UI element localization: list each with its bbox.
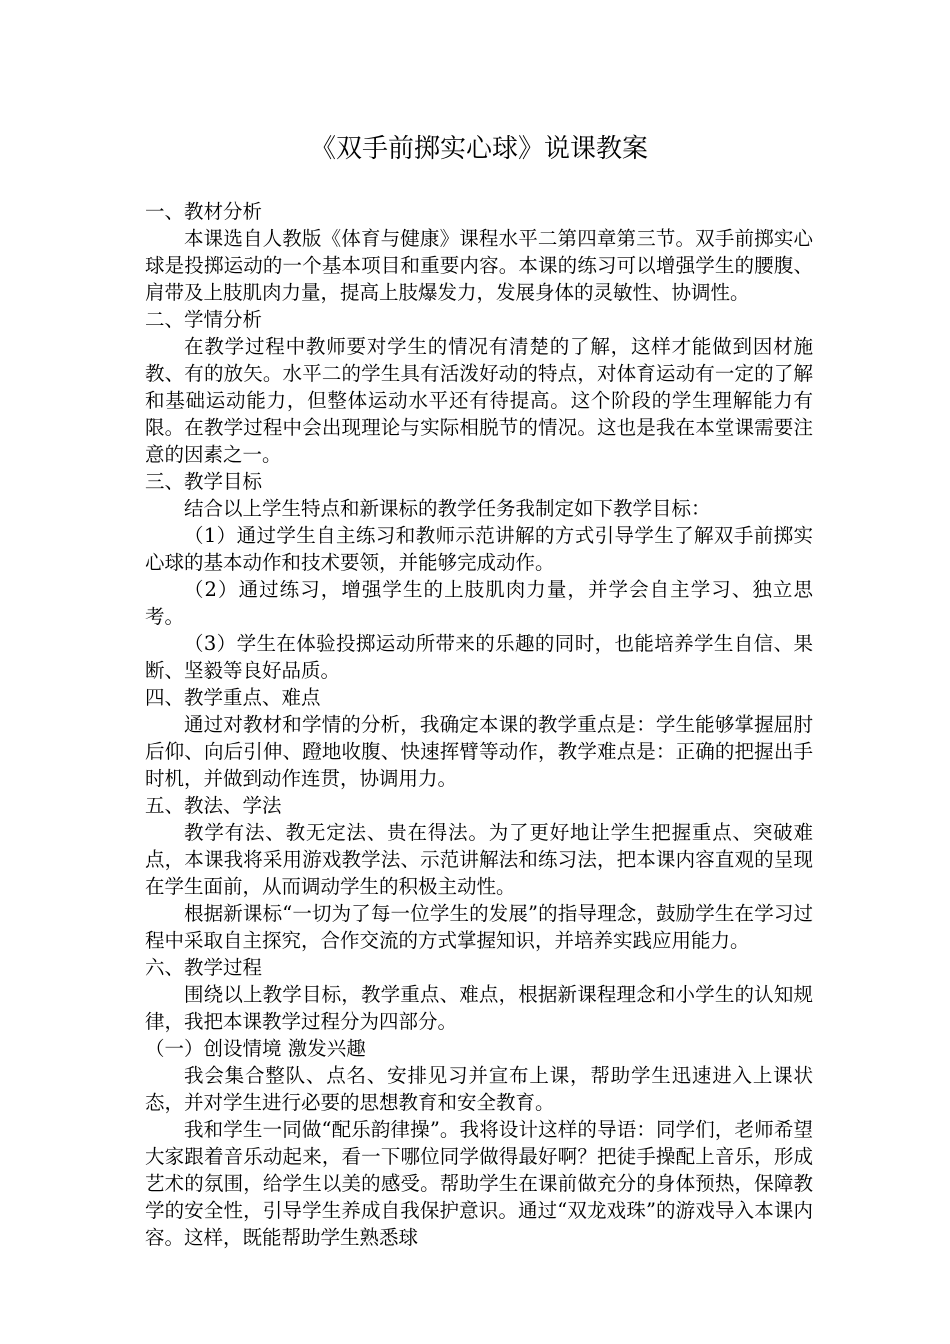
document-title: 《双手前掷实心球》说课教案 bbox=[309, 134, 648, 164]
document-body bbox=[145, 198, 813, 1251]
objective-item: （3）学生在体验投掷运动所带来的乐趣的同时，也能培养学生自信、果断、坚毅等良好品质。 bbox=[145, 632, 813, 682]
section-heading: 五、教法、学法 bbox=[145, 794, 282, 817]
paragraph: 我和学生一同做“配乐韵律操”。我将设计这样的导语：同学们，老师希望大家跟着音乐动起来，看一下哪位同学做得最好啊？把徒手操配上音乐，形成艺术的氛围，给学生以美的感受。帮助学生在课前做充分的身体预热，保障教学的安全性，引导学生养成自我保护意识。通过“双龙戏珠”的游戏导入本课内容。这样，既能帮助学生熟悉球 bbox=[145, 1118, 813, 1249]
paragraph: 我会集合整队、点名、安排见习并宣布上课，帮助学生迅速进入上课状态，并对学生进行必要的思想教育和安全教育。 bbox=[145, 1064, 813, 1114]
paragraph: 本课选自人教版《体育与健康》课程水平二第四章第三节。双手前掷实心球是投掷运动的一个基本项目和重要内容。本课的练习可以增强学生的腰腹、肩带及上肢肌肉力量，提高上肢爆发力，发展身体的灵敏性、协调性。 bbox=[145, 227, 813, 304]
paragraph: 在教学过程中教师要对学生的情况有清楚的了解，这样才能做到因材施教、有的放矢。水平二的学生具有活泼好动的特点，对体育运动有一定的了解和基础运动能力，但整体运动水平还有待提高。这个阶段的学生理解能力有限。在教学过程中会出现理论与实际相脱节的情况。这也是我在本堂课需要注意的因素之一。 bbox=[145, 335, 813, 466]
subsection-heading: （一）创设情境 激发兴趣 bbox=[145, 1037, 366, 1060]
paragraph: 教学有法、教无定法、贵在得法。为了更好地让学生把握重点、突破难点，本课我将采用游戏教学法、示范讲解法和练习法，把本课内容直观的呈现在学生面前，从而调动学生的积极主动性。 bbox=[145, 821, 813, 898]
section-heading: 六、教学过程 bbox=[145, 956, 263, 979]
section-heading: 二、学情分析 bbox=[145, 308, 263, 331]
paragraph: 通过对教材和学情的分析，我确定本课的教学重点是：学生能够掌握屈肘后仰、向后引伸、蹬地收腹、快速挥臂等动作，教学难点是：正确的把握出手时机，并做到动作连贯，协调用力。 bbox=[145, 713, 813, 790]
objective-item: （1）通过学生自主练习和教师示范讲解的方式引导学生了解双手前掷实心球的基本动作和技术要领，并能够完成动作。 bbox=[145, 524, 813, 574]
section-heading: 三、教学目标 bbox=[145, 470, 263, 493]
paragraph: 围绕以上教学目标，教学重点、难点，根据新课程理念和小学生的认知规律，我把本课教学过程分为四部分。 bbox=[145, 983, 813, 1033]
objective-item: （2）通过练习，增强学生的上肢肌肉力量，并学会自主学习、独立思考。 bbox=[145, 578, 813, 628]
section-heading: 一、教材分析 bbox=[145, 200, 263, 223]
section-heading: 四、教学重点、难点 bbox=[145, 686, 321, 709]
paragraph: 根据新课标“一切为了每一位学生的发展”的指导理念，鼓励学生在学习过程中采取自主探究，合作交流的方式掌握知识，并培养实践应用能力。 bbox=[145, 902, 813, 952]
paragraph: 结合以上学生特点和新课标的教学任务我制定如下教学目标： bbox=[184, 497, 711, 520]
